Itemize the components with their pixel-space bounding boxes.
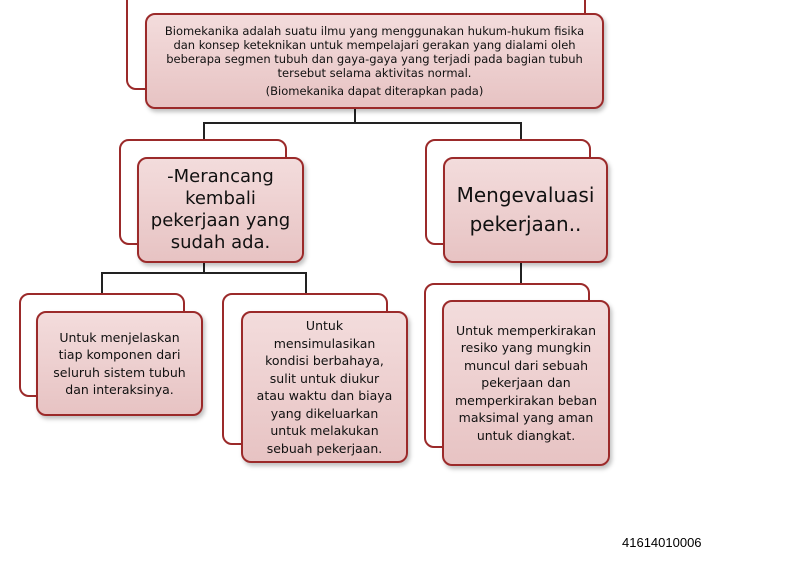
connector-to-left <box>203 122 205 140</box>
node-estimate-risk-text: Untuk memperkirakan resiko yang mungkin muncul dari sebuah pekerjaan dan memperkirakan beban maksimal yang aman untuk diangkat. <box>454 322 598 443</box>
connector-level2-bar <box>101 272 307 274</box>
connector-to-left-a <box>101 272 103 294</box>
node-explain-components-text: Untuk menjelaskan tiap komponen dari seluruh sistem tubuh dan interaksinya. <box>53 329 186 397</box>
node-explain-components <box>36 311 203 416</box>
connector-to-right <box>520 122 522 140</box>
node-redesign <box>137 157 304 263</box>
connector-to-left-b <box>305 272 307 294</box>
connector-right-down <box>520 262 522 284</box>
node-simulate-text: Untuk mensimulasikan kondisi berbahaya, sulit untuk diukur atau waktu dan biaya yang dikeluarkan untuk melakukan sebuah pekerjaan. <box>256 318 393 456</box>
node-estimate-risk <box>442 300 610 466</box>
node-redesign-text: -Merancang kembali pekerjaan yang sudah ada. <box>150 166 291 253</box>
node-evaluate <box>443 157 608 263</box>
node-simulate <box>241 311 408 463</box>
connector-level1-bar <box>203 122 521 124</box>
footer-id: 41614010006 <box>622 535 702 550</box>
root-node-text: Biomekanika adalah suatu ilmu yang menggunakan hukum-hukum fisika dan konsep keteknikan untuk mempelajari gerakan yang dialami oleh beberapa segmen tubuh dan gaya-gaya yang terjadi pada bagian tubuh tersebut selama aktivitas normal. <box>164 24 585 80</box>
node-evaluate-text: Mengevaluasi pekerjaan.. <box>456 183 595 236</box>
root-node <box>145 13 604 109</box>
root-node-subtext: (Biomekanika dapat diterapkan pada) <box>265 84 484 98</box>
